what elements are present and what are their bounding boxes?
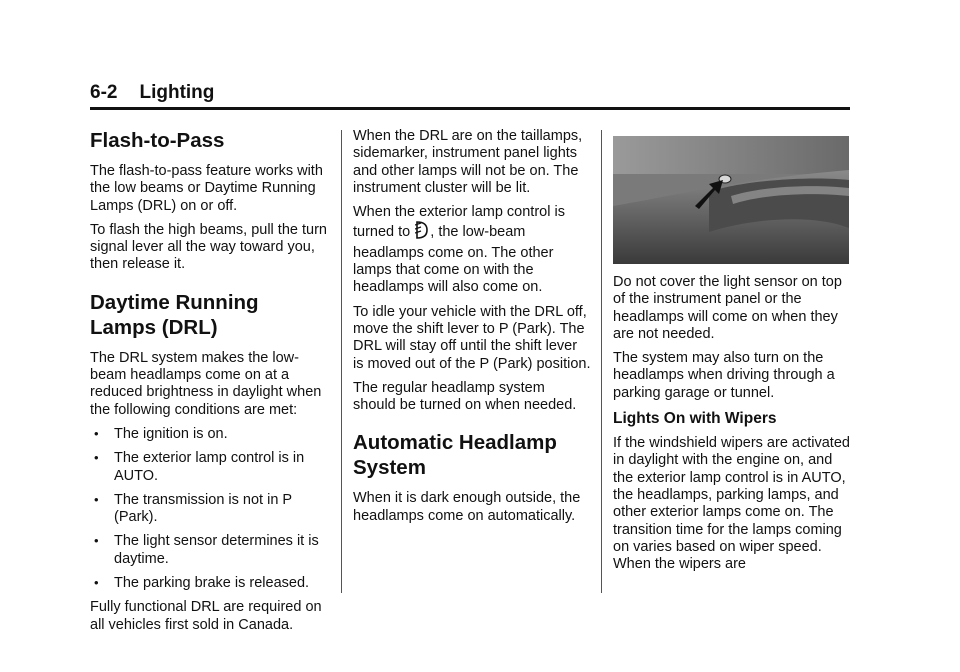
bullet-icon: • <box>94 575 99 591</box>
section-title: Lighting <box>139 82 215 103</box>
paragraph: The flash-to-pass feature works with the low beams or Daytime Running Lamps (DRL) on or off. <box>90 163 323 214</box>
heading-lights-on-with-wipers: Lights On with Wipers <box>613 410 777 428</box>
column-divider <box>341 130 342 593</box>
light-sensor-photo <box>613 136 849 264</box>
column-2 <box>353 128 591 525</box>
paragraph: When the DRL are on the taillamps, sidemarker, instrument panel lights and other lamps will not be on. The instrument cluster will be lit. <box>353 128 583 196</box>
list-item: • The parking brake is released. <box>94 575 310 592</box>
header-rule <box>90 107 850 110</box>
bullet-icon: • <box>94 491 99 507</box>
column-3 <box>613 128 853 573</box>
list-item: • The light sensor determines it is daytime. <box>94 533 319 567</box>
paragraph: The DRL system makes the low-beam headlamps come on at a reduced brightness in daylight when the following conditions are met: <box>90 349 322 418</box>
paragraph: When it is dark enough outside, the headlamps come on automatically. <box>353 490 581 524</box>
paragraph: The system may also turn on the headlamps when driving through a parking garage or tunnel. <box>613 350 835 401</box>
paragraph: To flash the high beams, pull the turn signal lever all the way toward you, then release it. <box>90 221 327 273</box>
heading-flash-to-pass: Flash-to-Pass <box>90 129 225 152</box>
page-header <box>90 82 850 110</box>
paragraph: Fully functional DRL are required on all vehicles first sold in Canada. <box>90 599 322 633</box>
list-item: • The ignition is on. <box>94 425 228 442</box>
list-item: • The exterior lamp control is in AUTO. <box>94 450 305 484</box>
bullet-icon: • <box>94 425 99 441</box>
heading-automatic-headlamp: Automatic Headlamp System <box>353 431 557 480</box>
bullet-icon: • <box>94 450 99 466</box>
list-item: • The transmission is not in P (Park). <box>94 491 292 526</box>
paragraph: Do not cover the light sensor on top of the instrument panel or the headlamps will come on when they are not needed. <box>613 274 842 342</box>
column-divider <box>601 130 602 593</box>
paragraph: To idle your vehicle with the DRL off, move the shift lever to P (Park). The DRL will stay off until the shift lever is moved out of the P (Park) position. <box>353 303 591 372</box>
heading-drl: Daytime Running Lamps (DRL) <box>90 290 259 339</box>
paragraph-lamp-control: When the exterior lamp control is turned to , the low-beam headlamps come on. The other lamps that come on with the headlamps will also come on. <box>353 204 565 296</box>
column-1 <box>90 128 328 634</box>
header-title <box>90 82 850 104</box>
low-beam-headlamp-icon <box>415 221 429 244</box>
paragraph: The regular headlamp system should be turned on when needed. <box>353 379 577 414</box>
paragraph: If the windshield wipers are activated in daylight with the engine on, and the exterior lamp control is in AUTO, the headlamps, parking lamps, and other exterior lamps come on. The transition time for the lamps coming on varies based on wiper speed. When the wipers are <box>613 435 850 573</box>
page-number: 6-2 <box>90 82 118 103</box>
bullet-icon: • <box>94 533 99 549</box>
conditions-list <box>90 426 328 592</box>
